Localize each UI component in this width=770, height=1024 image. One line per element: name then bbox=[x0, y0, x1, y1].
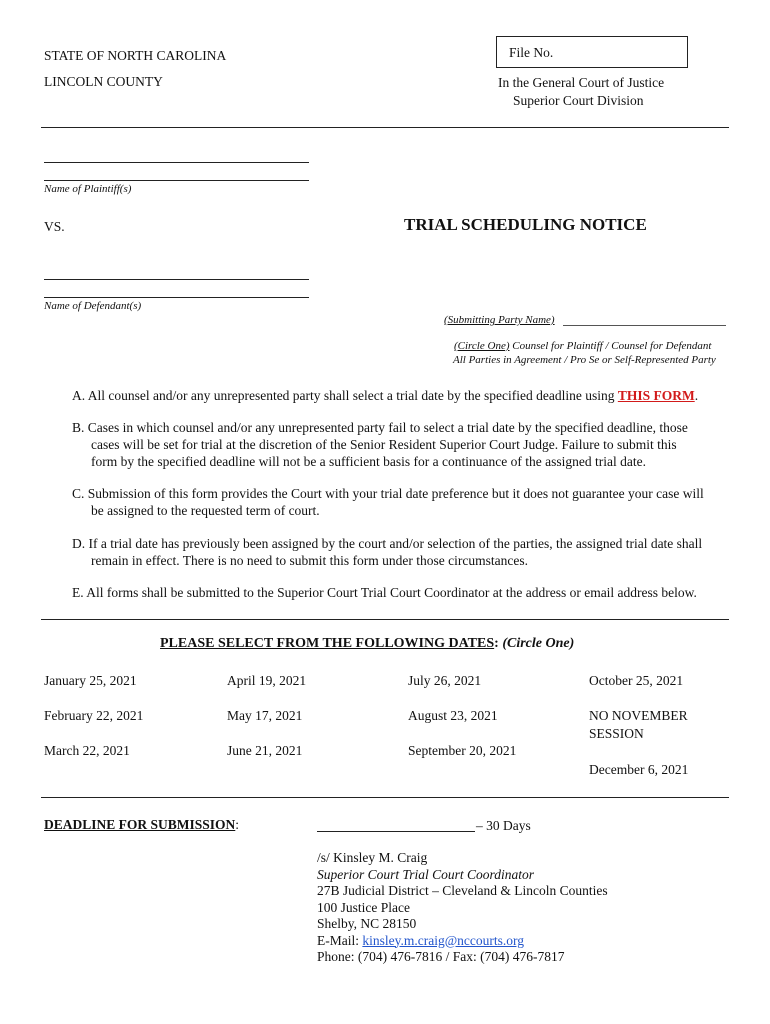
instruction-a-end: . bbox=[694, 388, 699, 403]
coordinator-block bbox=[317, 850, 608, 966]
date-option[interactable]: February 22, 2021 bbox=[44, 708, 144, 723]
coordinator-street: 100 Justice Place bbox=[317, 899, 410, 915]
date-option[interactable]: May 17, 2021 bbox=[227, 708, 303, 723]
instruction-d-line1: D. If a trial date has previously been assigned by the court and/or selection of the parties, the assigned trial date shall bbox=[72, 536, 703, 551]
date-option[interactable]: September 20, 2021 bbox=[408, 743, 517, 758]
state-heading: STATE OF NORTH CAROLINA bbox=[44, 48, 227, 63]
date-option[interactable]: June 21, 2021 bbox=[227, 743, 303, 758]
file-number-box[interactable] bbox=[496, 36, 688, 68]
instruction-e: E. All forms shall be submitted to the Superior Court Trial Court Coordinator at the address or email address below. bbox=[72, 585, 697, 600]
instruction-a-text: A. All counsel and/or any unrepresented party shall select a trial date by the specified deadline using bbox=[72, 388, 618, 403]
coordinator-phone: Phone: (704) 476-7816 / Fax: (704) 476-7817 bbox=[317, 949, 565, 964]
email-label: E-Mail: bbox=[317, 932, 363, 948]
instruction-b-line1: B. Cases in which counsel and/or any unrepresented party fail to select a trial date by the specified deadline, those bbox=[72, 420, 688, 435]
coordinator-signature: /s/ Kinsley M. Craig bbox=[317, 850, 428, 865]
instruction-b bbox=[72, 419, 732, 470]
county-heading: LINCOLN COUNTY bbox=[44, 74, 163, 89]
instruction-d bbox=[72, 535, 732, 569]
coordinator-title: Superior Court Trial Court Coordinator bbox=[317, 866, 535, 882]
dates-divider bbox=[41, 797, 729, 798]
plaintiff-label: Name of Plaintiff(s) bbox=[44, 183, 132, 195]
date-option[interactable]: April 19, 2021 bbox=[227, 673, 307, 688]
party-role-options bbox=[454, 340, 711, 352]
deadline-days: – 30 Days bbox=[476, 818, 531, 833]
dates-heading-colon: : bbox=[494, 636, 499, 651]
circle-one-label: (Circle One) bbox=[454, 340, 510, 352]
dates-heading-circle: (Circle One) bbox=[498, 636, 575, 651]
court-division: Superior Court Division bbox=[513, 93, 644, 108]
submitting-party-line[interactable] bbox=[563, 325, 726, 326]
deadline-date-line[interactable] bbox=[317, 831, 475, 832]
defendant-label: Name of Defendant(s) bbox=[44, 300, 142, 312]
court-name: In the General Court of Justice bbox=[498, 75, 665, 90]
dates-heading bbox=[160, 636, 574, 652]
party-role-line-2[interactable]: All Parties in Agreement / Pro Se or Self-Represented Party bbox=[453, 354, 716, 366]
date-option[interactable]: January 25, 2021 bbox=[44, 673, 137, 688]
date-option[interactable]: July 26, 2021 bbox=[408, 673, 482, 688]
date-option[interactable]: October 25, 2021 bbox=[589, 673, 684, 688]
no-november-note: NO NOVEMBER bbox=[589, 708, 688, 723]
dates-heading-text: PLEASE SELECT FROM THE FOLLOWING DATES bbox=[160, 636, 495, 651]
notice-title: TRIAL SCHEDULING NOTICE bbox=[404, 215, 647, 234]
file-number-label: File No. bbox=[509, 45, 554, 60]
versus-label: VS. bbox=[44, 219, 65, 234]
coordinator-email-row bbox=[317, 933, 608, 950]
coordinator-district: 27B Judicial District – Cleveland & Lincoln Counties bbox=[317, 883, 608, 898]
party-role-line-1[interactable]: Counsel for Plaintiff / Counsel for Defendant bbox=[509, 340, 712, 352]
deadline-label bbox=[44, 817, 239, 833]
defendant-line-2[interactable] bbox=[44, 297, 309, 298]
instruction-a bbox=[72, 387, 732, 404]
no-november-session: SESSION bbox=[589, 726, 644, 741]
instructions-divider bbox=[41, 619, 729, 620]
submitting-party-label: (Submitting Party Name) bbox=[444, 314, 555, 326]
instruction-d-line2: remain in effect. There is no need to submit this form under those circumstances. bbox=[91, 553, 529, 568]
header-divider bbox=[41, 127, 729, 128]
plaintiff-line-2[interactable] bbox=[44, 180, 309, 181]
plaintiff-line-1[interactable] bbox=[44, 162, 309, 163]
email-link[interactable]: kinsley.m.craig@nccourts.org bbox=[362, 932, 525, 948]
instruction-b-line3: form by the specified deadline will not be a sufficient basis for a continuance of the assigned trial date. bbox=[91, 454, 646, 469]
date-option[interactable]: August 23, 2021 bbox=[408, 708, 498, 723]
coordinator-city: Shelby, NC 28150 bbox=[317, 916, 417, 931]
date-option[interactable]: December 6, 2021 bbox=[589, 762, 689, 777]
deadline-label-text: DEADLINE FOR SUBMISSION bbox=[44, 817, 236, 832]
defendant-line-1[interactable] bbox=[44, 279, 309, 280]
deadline-colon: : bbox=[235, 817, 240, 832]
this-form-link[interactable]: THIS FORM bbox=[617, 388, 695, 403]
instruction-b-line2: cases will be set for trial at the discretion of the Senior Resident Superior Court Judge. Failure to submit this bbox=[91, 437, 677, 452]
instruction-c-line1: C. Submission of this form provides the Court with your trial date preference but it does not guarantee your case will bbox=[72, 486, 704, 501]
instruction-c bbox=[72, 485, 732, 519]
instruction-c-line2: be assigned to the requested term of court. bbox=[91, 503, 320, 518]
date-option[interactable]: March 22, 2021 bbox=[44, 743, 130, 758]
